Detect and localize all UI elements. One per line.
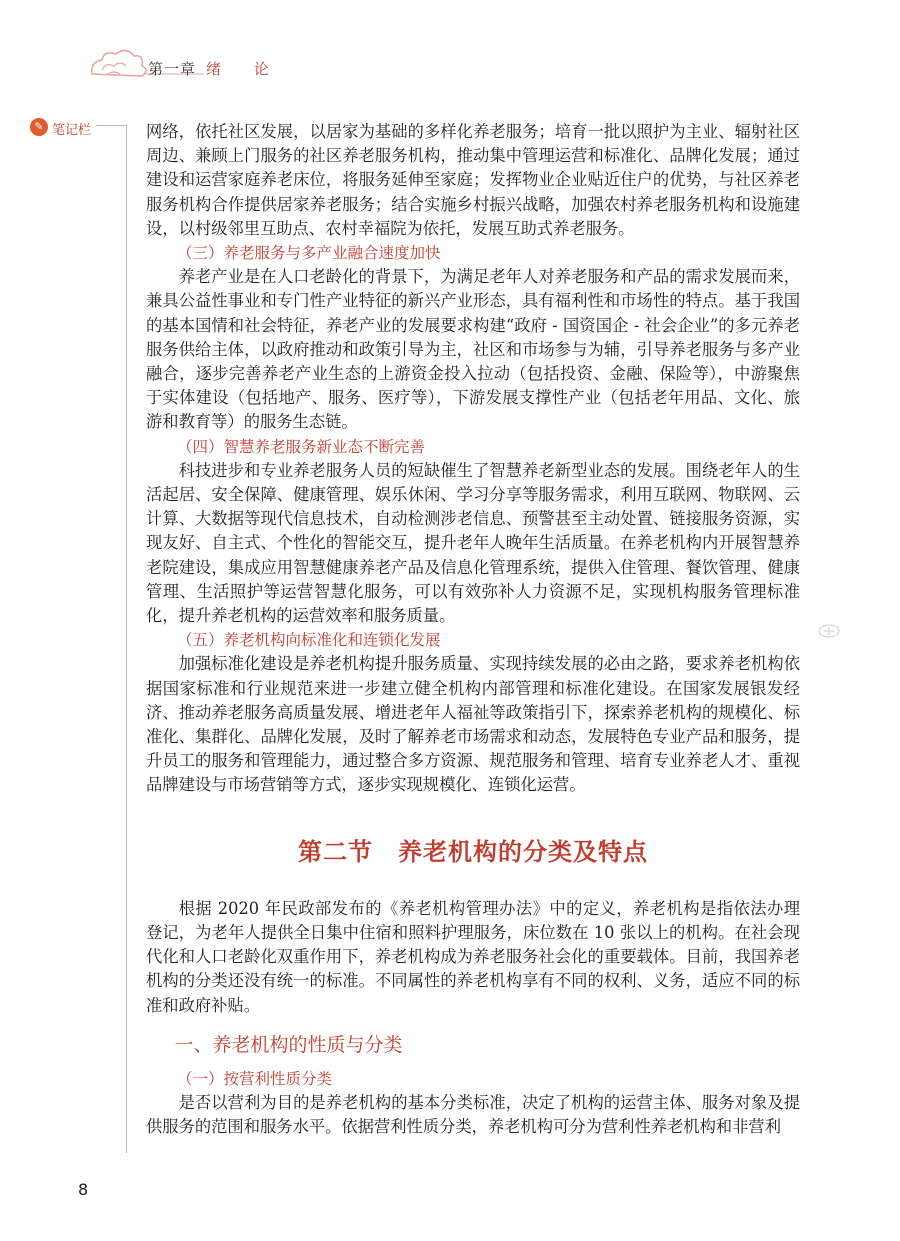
chapter-title: 绪 论 [206,60,283,78]
paragraph-intro: 网络，依托社区发展，以居家为基础的多样化养老服务；培育一批以照护为主业、辐射社区周边、兼顾上门服务的社区养老服务机构，推动集中管理运营和标准化、品牌化发展；通过建设和运营家庭养老床位，将服务延伸至家庭；发挥物业企业贴近住户的优势，与社区养老服务机构合作提供居家养老服务；结合实施乡村振兴战略，加强农村养老服务机构和设施建设，以村级邻里互助点、农村幸福院为依托，发展互助式养老服务。 [146,122,800,238]
margin-rule [126,125,127,1153]
notes-divider [96,125,126,126]
chapter-number: 第一章 [148,60,197,78]
notes-label: 笔记栏 [52,123,92,138]
heading-1: 一、养老机构的性质与分类 [174,1033,403,1056]
subheading-5: （五）养老机构向标准化和连锁化发展 [177,631,441,650]
paragraph-1: 是否以营利为目的是养老机构的基本分类标准，决定了机构的运营主体、服务对象及提供服务的范围和服务水平。依据营利性质分类，养老机构可分为营利性养老机构和非营利 [146,1092,800,1137]
paragraph-section: 根据 2020 年民政部发布的《养老机构管理办法》中的定义，养老机构是指依法办理登记，为老年人提供全日集中住宿和照料护理服务，床位数在 10 张以上的机构。在社会现代化和人口老龄化双重作用下，养老机构成为养老服务社会化的重要载体。目前，我国养老机构的分类还没有统一的标准。不同属性的养老机构享有不同的权利、义务，适应不同的标准和政府补贴。 [146,898,800,1015]
subheading-3: （三）养老服务与多产业融合速度加快 [177,244,441,263]
section-title: 第二节 养老机构的分类及特点 [298,837,648,866]
page-content [146,120,800,1139]
subheading-1: （一）按营利性质分类 [177,1069,333,1088]
paragraph-5: 加强标准化建设是养老机构提升服务质量、实现持续发展的必由之路，要求养老机构依据国家标准和行业规范来进一步建立健全机构内部管理和标准化建设。在国家发展银发经济、推动养老服务高质量发展、增进老年人福祉等政策指引下，探索养老机构的规模化、标准化、集群化、品牌化发展，及时了解养老市场需求和动态，发展特色专业产品和服务，提升员工的服务和管理能力，通过整合多方资源、规范服务和管理、培育专业养老人才、重视品牌建设与市场营销等方式，逐步实现规模化、连锁化运营。 [146,654,800,795]
paragraph-3: 养老产业是在人口老龄化的背景下，为满足老年人对养老服务和产品的需求发展而来，兼具公益性事业和专门性产业特征的新兴产业形态，具有福利性和市场性的特点。基于我国的基本国情和社会特征，养老产业的发展要求构建“政府 - 国资国企 - 社会企业”的多元养老服务供给主体，以政府推动和政策引导为主，社区和市场参与为辅，引导养老服务与多产业融合，逐步完善养老产业生态的上游资金投入拉动（包括投资、金融、保险等），中游聚焦于实体建设（包括地产、服务、医疗等），下游发展支撑性产业（包括老年用品、文化、旅游和教育等）的服务生态链。 [146,267,800,432]
notes-pen-icon: ✎ [30,118,48,136]
margin-mark-icon [818,624,840,638]
subheading-4: （四）智慧养老服务新业态不断完善 [177,437,426,456]
chapter-header [148,58,283,79]
page-number: 8 [78,1180,89,1199]
paragraph-4: 科技进步和专业养老服务人员的短缺催生了智慧养老新型业态的发展。围绕老年人的生活起居、安全保障、健康管理、娱乐休闲、学习分享等服务需求，利用互联网、物联网、云计算、大数据等现代信息技术，自动检测涉老信息、预警甚至主动处置、链接服务资源，实现友好、自主式、个性化的智能交互，提升老年人晚年生活质量。在养老机构内开展智慧养老院建设，集成应用智慧健康养老产品及信息化管理系统，提供入住管理、餐饮管理、健康管理、生活照护等运营智慧化服务，可以有效弥补人力资源不足，实现机构服务管理标准化，提升养老机构的运营效率和服务质量。 [146,460,800,626]
